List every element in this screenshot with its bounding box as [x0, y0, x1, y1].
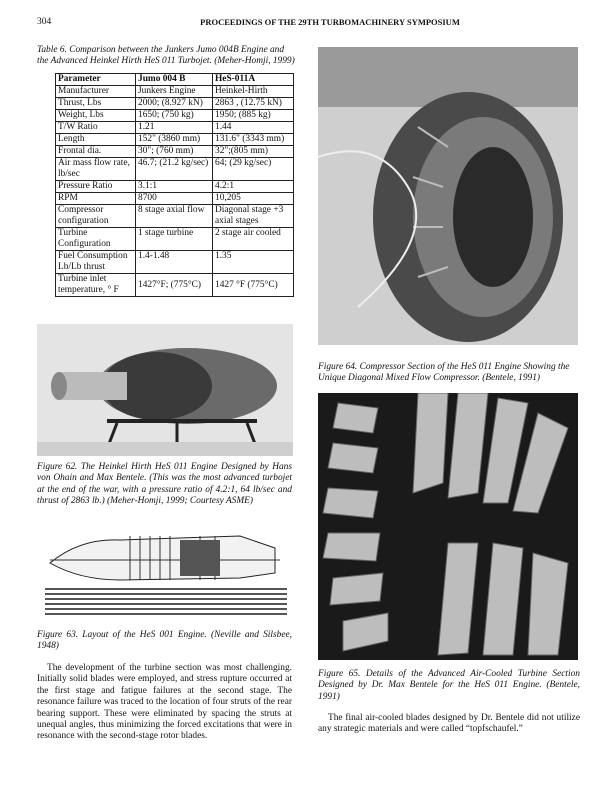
table-cell: 131.6" (3343 mm) — [213, 134, 294, 146]
table-row — [56, 205, 294, 228]
table-cell: 1.4-1.48 — [136, 251, 213, 274]
table-cell: 1 stage turbine — [136, 228, 213, 251]
table-cell: Turbine inlet temperature, ° F — [56, 274, 136, 297]
table-cell: RPM — [56, 193, 136, 205]
table-cell: 1650; (750 kg) — [136, 110, 213, 122]
table-cell: 152" (3860 mm) — [136, 134, 213, 146]
table-cell: 2 stage air cooled — [213, 228, 294, 251]
table-row — [56, 134, 294, 146]
table-cell: 2863 , (12.75 kN) — [213, 98, 294, 110]
table-cell: 8700 — [136, 193, 213, 205]
table-cell: Fuel Consumption Lb/Lb thrust — [56, 251, 136, 274]
table-row — [56, 181, 294, 193]
figure-65-caption: Figure 65. Details of the Advanced Air-Cooled Turbine Section Designed by Dr. Max Bentele for the HeS 011 Engine. (Bentele, 1991) — [318, 669, 580, 702]
table-cell: 32";(805 mm) — [213, 146, 294, 158]
table-cell: 1427°F; (775°C) — [136, 274, 213, 297]
comparison-table — [55, 73, 294, 297]
table-cell: Junkers Engine — [136, 86, 213, 98]
table-cell: 4.2:1 — [213, 181, 294, 193]
table-cell: Air mass flow rate, lb/sec — [56, 158, 136, 181]
table-caption: Table 6. Comparison between the Junkers Jumo 004B Engine and the Advanced Heinkel Hirth HeS 011 Turbojet. (Meher-Homji, 1999) — [37, 45, 295, 67]
table-row — [56, 86, 294, 98]
table-row — [56, 193, 294, 205]
table-cell: Compressor configuration — [56, 205, 136, 228]
figure-64-compressor-photo — [318, 47, 578, 345]
table-cell: 1.21 — [136, 122, 213, 134]
table-row — [56, 98, 294, 110]
figure-65-turbine-photo — [318, 393, 578, 660]
left-body-text — [37, 663, 292, 743]
table-cell: 30"; (760 mm) — [136, 146, 213, 158]
table-row — [56, 158, 294, 181]
table-cell: 64; (29 kg/sec) — [213, 158, 294, 181]
table-cell: 46.7; (21.2 kg/sec) — [136, 158, 213, 181]
table-cell: Thrust, Lbs — [56, 98, 136, 110]
figure-63-caption: Figure 63. Layout of the HeS 001 Engine. (Neville and Silsbee, 1948) — [37, 630, 292, 652]
table-cell: Turbine Configuration — [56, 228, 136, 251]
table-cell: 1950; (885 kg) — [213, 110, 294, 122]
table-cell: Frontal dia. — [56, 146, 136, 158]
table-cell: Manufacturer — [56, 86, 136, 98]
table-cell: 1.44 — [213, 122, 294, 134]
table-cell: 8 stage axial flow — [136, 205, 213, 228]
table-cell: Weight, Lbs — [56, 110, 136, 122]
table-row — [56, 251, 294, 274]
table-cell: T/W Ratio — [56, 122, 136, 134]
figure-64-caption: Figure 64. Compressor Section of the HeS 011 Engine Showing the Unique Diagonal Mixed Flow Compressor. (Bentele, 1991) — [318, 362, 570, 384]
table-cell: 3.1:1 — [136, 181, 213, 193]
right-body-text — [318, 713, 580, 736]
running-title: PROCEEDINGS OF THE 29TH TURBOMACHINERY SYMPOSIUM — [200, 17, 460, 27]
table-header-cell: HeS-011A — [213, 74, 294, 86]
table-header-cell: Parameter — [56, 74, 136, 86]
table-row — [56, 274, 294, 297]
table-row — [56, 228, 294, 251]
table-header-cell: Jumo 004 B — [136, 74, 213, 86]
table-row — [56, 110, 294, 122]
table-cell: Length — [56, 134, 136, 146]
table-cell: 1427 °F (775°C) — [213, 274, 294, 297]
table-cell: Pressure Ratio — [56, 181, 136, 193]
table-row — [56, 122, 294, 134]
table-cell: Diagonal stage +3 axial stages — [213, 205, 294, 228]
table-row — [56, 146, 294, 158]
table-cell: 2000; (8.927 kN) — [136, 98, 213, 110]
figure-63-engine-layout-drawing — [40, 518, 292, 622]
table-cell: 1.35 — [213, 251, 294, 274]
figure-62-caption: Figure 62. The Heinkel Hirth HeS 011 Engine Designed by Hans von Ohain and Max Bentele. (This was the most advanced turbojet at the end of the war, with a pressure ratio of 4.2:1, 64 lb/sec and thrust of 2863 lb.) (Meher-Homji, 1999; Courtesy ASME) — [37, 462, 292, 506]
page-number: 304 — [37, 17, 52, 27]
figure-62-engine-photo — [37, 324, 293, 456]
paragraph: The final air-cooled blades designed by Dr. Bentele did not utilize any strategic materials and were called “topfschaufel.” — [318, 713, 580, 735]
table-cell: 10,205 — [213, 193, 294, 205]
paragraph: The development of the turbine section was most challenging. Initially solid blades were employed, and stress rupture occurred at the first stage and fatigue failures at the second stage. The resonance failure was traced to the location of four struts of the rear bearing support. These were eliminated by spacing the struts at unequal angles, thus minimizing the forced excitations that were in resonance with the second-stage rotor blades. — [37, 663, 292, 742]
table-cell: Heinkel-Hirth — [213, 86, 294, 98]
